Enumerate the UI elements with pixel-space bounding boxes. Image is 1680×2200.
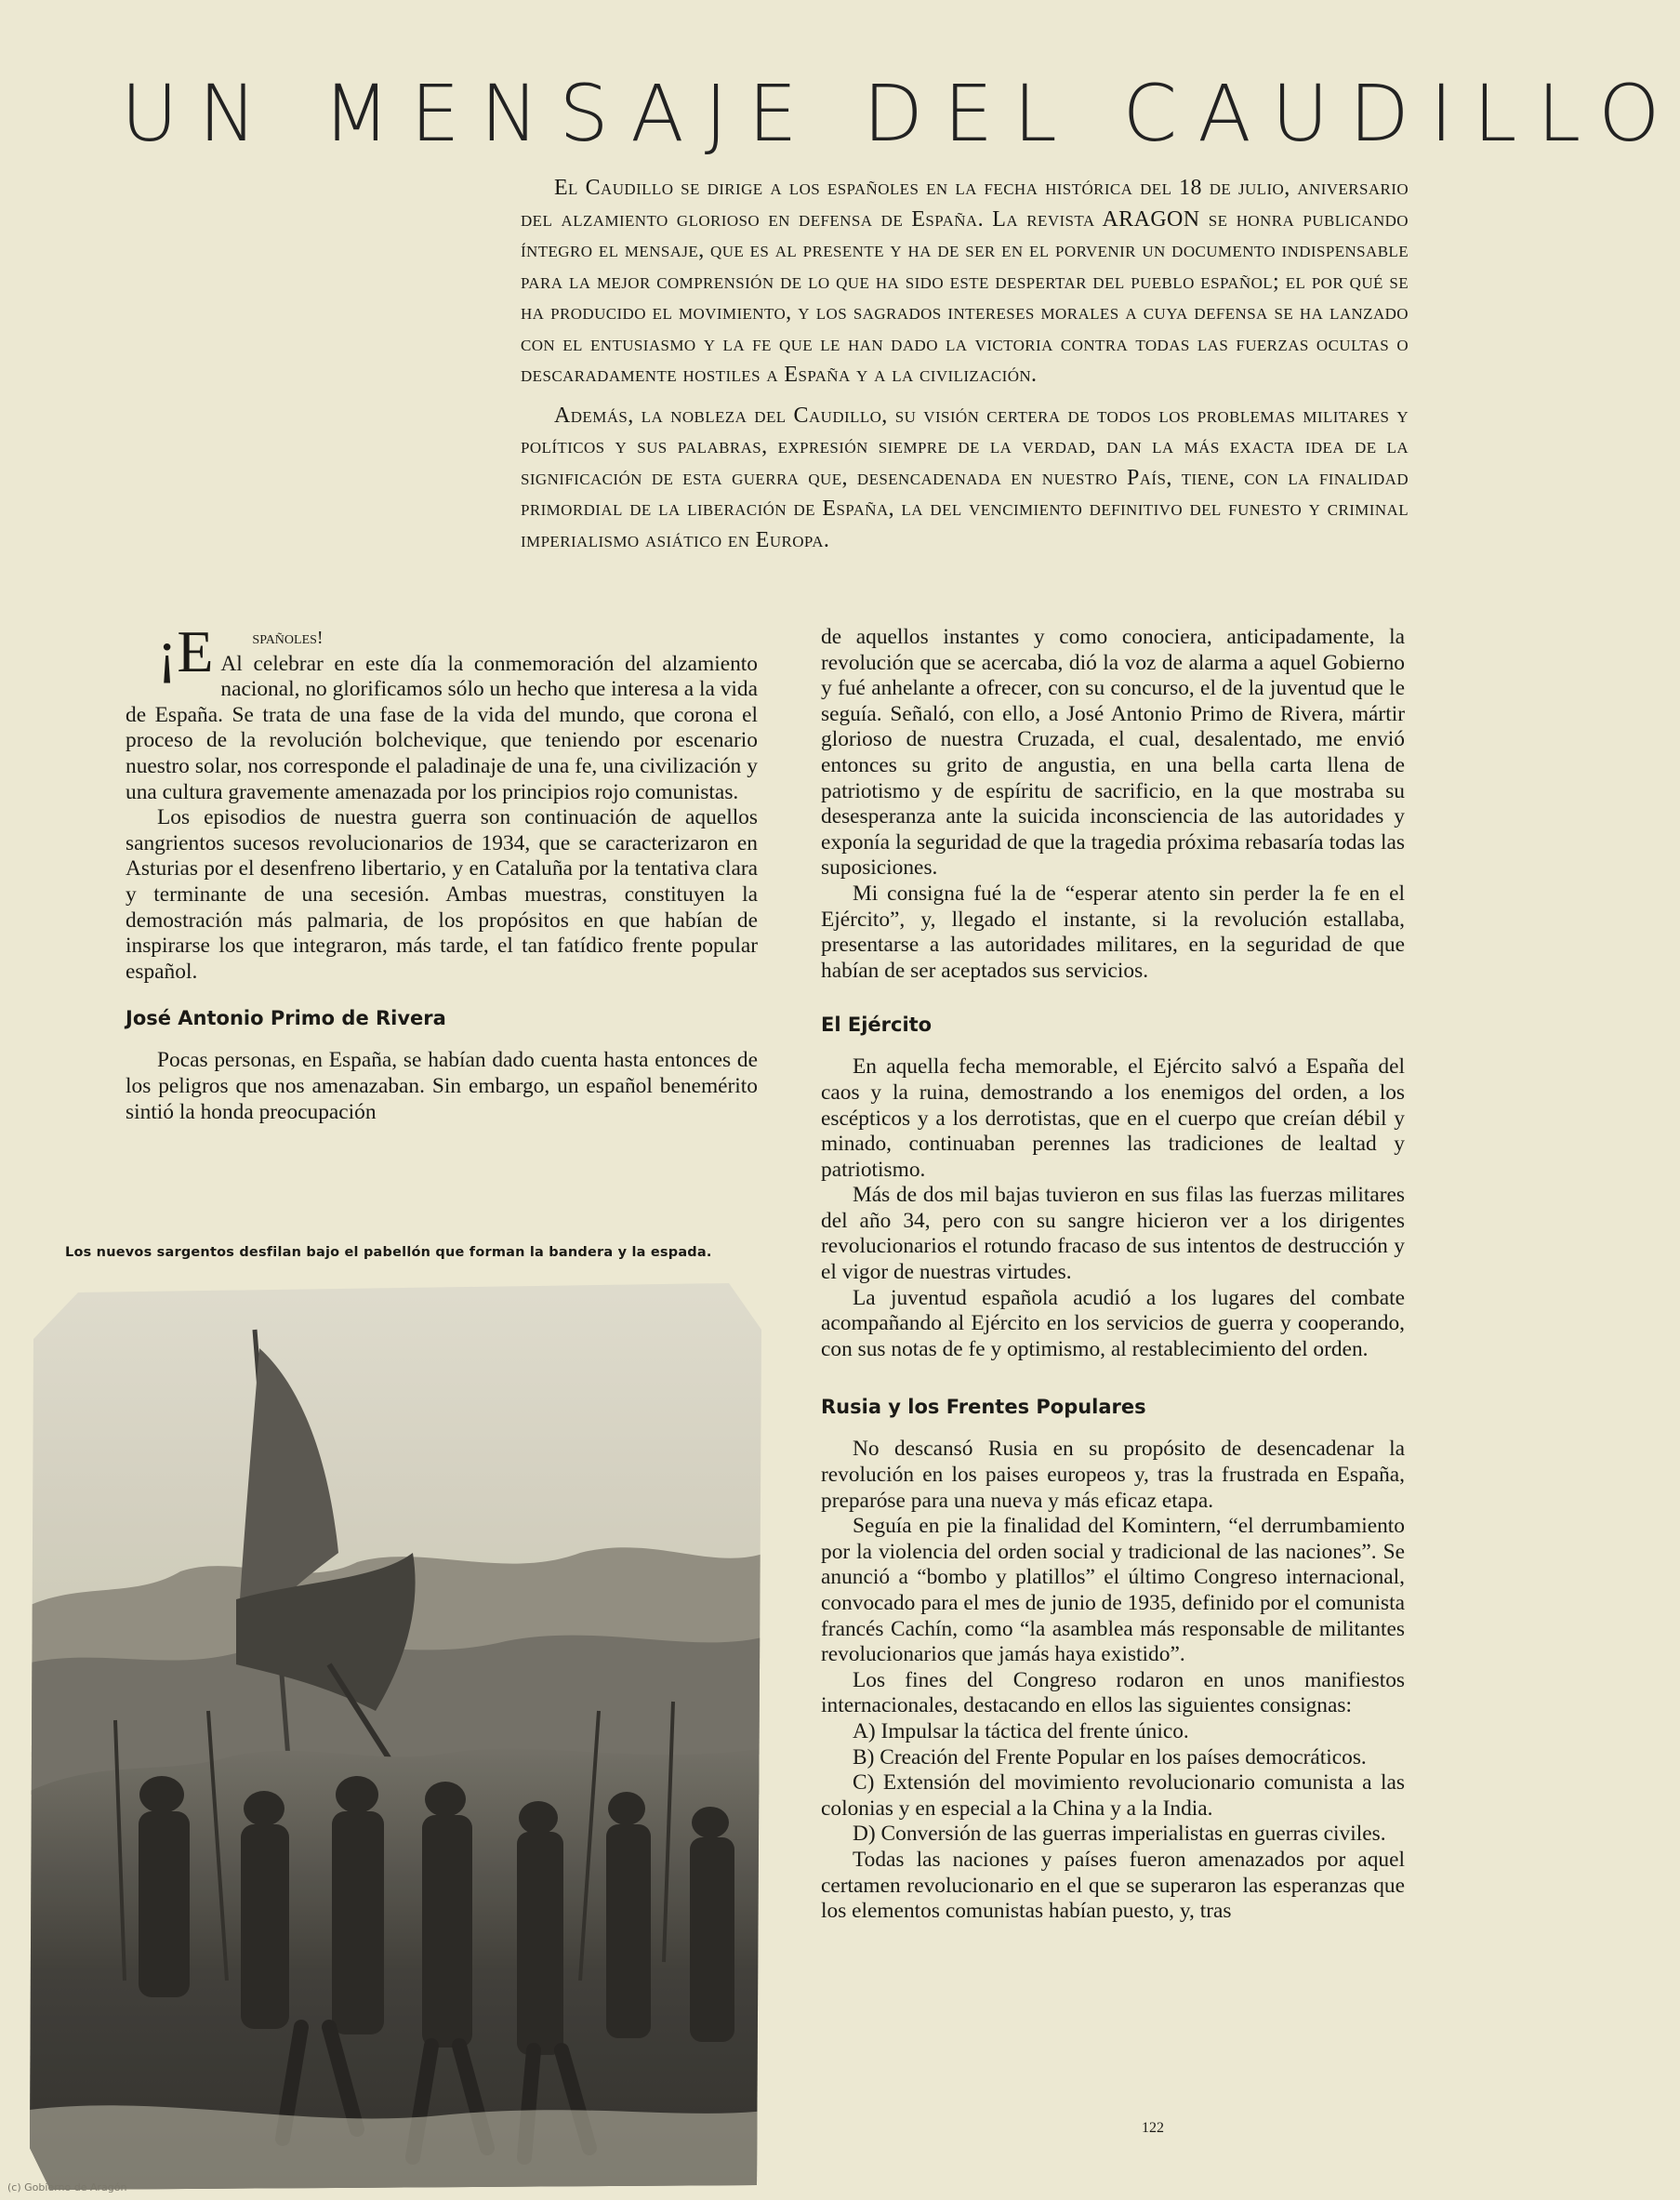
section-heading-rusia: Rusia y los Frentes Populares <box>821 1396 1146 1419</box>
right-paragraph-4: Más de dos mil bajas tuvieron en sus filas las fuerzas militares del año 34, pero con su sangre hicieron ver a los dirigentes revolucionarios el rotundo fracaso de sus intentos de destrucción y el vigor de nuestras virtudes. <box>821 1183 1405 1285</box>
section-heading-jose-antonio: José Antonio Primo de Rivera <box>126 1007 446 1030</box>
consigna-b: B) Creación del Frente Popular en los países democráticos. <box>853 1744 1367 1769</box>
drop-cap-continuation: spañoles! <box>252 628 324 648</box>
consigna-c: C) Extensión del movimiento revolucionario comunista a las colonias y en especial a la China y a la India. <box>821 1770 1405 1821</box>
consigna-d: D) Conversión de las guerras imperialistas en guerras civiles. <box>853 1822 1386 1847</box>
page-number: 122 <box>1142 2120 1164 2136</box>
opening-paragraph <box>126 618 758 805</box>
article-intro <box>521 173 1409 556</box>
section-heading-ejercito: El Ejército <box>821 1014 933 1037</box>
right-paragraph-1: de aquellos instantes y como conociera, anticipadamente, la revolución que se acercaba, dió la voz de alarma a aquel Gobierno y fué anhelante a ofrecer, con su concurso, el de la juventud que le seguía. Señaló, con ello, a José Antonio Primo de Rivera, mártir glorioso de nuestra Cruzada, el cual, desalentado, me envió entonces su grito de angustia, en una bella carta llena de patriotismo y de espíritu de sacrificio, en la que mostraba su desesperanza ante la suicida inconsciencia de las autoridades y exponía la seguridad de que la tragedia próxima rebasaría todas las suposiciones. <box>821 625 1405 881</box>
consigna-a: A) Impulsar la táctica del frente único. <box>853 1718 1189 1743</box>
right-paragraph-8: Los fines del Congreso rodaron en unos manifiestos internacionales, destacando en ellos las siguientes consignas: <box>821 1667 1405 1718</box>
right-paragraph-3: En aquella fecha memorable, el Ejército salvó a España del caos y la ruina, demostrando a los enemigos del orden, a los escépticos y a los derrotistas, que en el cuerpo que creían débil y minado, continuaban perennes las tradiciones de lealtad y patriotismo. <box>821 1054 1405 1182</box>
intro-paragraph-1: El Caudillo se dirige a los españoles en la fecha histórica del 18 de julio, aniversario del alzamiento glorioso en defensa de España. La revista ARAGON se honra publicando íntegro el mensaje, que es al presente y ha de ser en el porvenir un documento indispensable para la mejor comprensión de lo que ha sido este despertar del pueblo español; el por qué se ha producido el movimiento, y los sagrados intereses morales a cuya defensa se ha lanzado con el entusiasmo y la fe que le han dado la victoria contra todas las fuerzas ocultas o descaradamente hostiles a España y a la civilización. <box>521 176 1409 387</box>
right-paragraph-2: Mi consigna fué la de “esperar atento sin perder la fe en el Ejército”, y, llegado el instante, si la revolución estallaba, presentarse a las autoridades militares, en la seguridad de que habían de ser aceptados sus servicios. <box>821 881 1405 983</box>
right-paragraph-7: Seguía en pie la finalidad del Komintern, “el derrumbamiento por la violencia del orden social y tradicional de las naciones”. Se anunció a “bombo y platillos” el último Congreso internacional, convocado para el mes de junio de 1935, definido por el comunista francés Cachín, como “la asamblea más responsable de militantes revolucionarios que jamás haya existido”. <box>821 1514 1405 1667</box>
article-title: UN MENSAJE DEL CAUDILLO <box>121 68 1680 159</box>
left-column <box>126 618 758 1125</box>
intro-paragraph-2: Además, la nobleza del Caudillo, su visión certera de todos los problemas militares y políticos y sus palabras, expresión siempre de la verdad, dan la más exacta idea de la significación de esta guerra que, desencadenada en nuestro País, tiene, con la finalidad primordial de la liberación de España, la del vencimiento definitivo del funesto y criminal imperialismo asiático en Europa. <box>521 403 1409 552</box>
photo-caption: Los nuevos sargentos desfilan bajo el pabellón que forman la bandera y la espada. <box>65 1245 712 1260</box>
left-paragraph-1: Al celebrar en este día la conmemoración del alzamiento nacional, no glorificamos sólo un hecho que interesa a la vida de España. Se trata de una fase de la vida del mundo, que corona el proceso de la revolución bolchevique, que teniendo por escenario nuestro solar, nos corresponde el paladinaje de una fe, una civilización y una cultura gravemente amenazada por los principios rojo comunistas. <box>126 651 758 804</box>
parade-photograph <box>22 1274 766 2194</box>
left-paragraph-2: Los episodios de nuestra guerra son continuación de aquellos sangrientos sucesos revolucionarios de 1934, que se caracterizaron en Asturias por el desenfreno libertario, y en Cataluña por la tentativa clara y terminante de una secesión. Ambas muestras, constituyen la demostración más palmaria, de los propósitos en que habían de inspirarse los que integraron, más tarde, el tan fatídico frente popular español. <box>126 805 758 984</box>
drop-cap: ¡E <box>157 618 214 684</box>
copyright-watermark: (c) Gobierno de Aragón <box>7 2181 127 2193</box>
right-column <box>821 625 1405 1925</box>
right-paragraph-5: La juventud española acudió a los lugares del combate acompañando al Ejército en los servicios de guerra y cooperando, con sus notas de fe y optimismo, al restablecimiento del orden. <box>821 1285 1405 1361</box>
right-paragraph-9: Todas las naciones y países fueron amenazados por aquel certamen revolucionario en el que se superaron las esperanzas que los elementos comunistas habían puesto, y, tras <box>821 1847 1405 1924</box>
left-paragraph-3: Pocas personas, en España, se habían dado cuenta hasta entonces de los peligros que nos amenazaban. Sin embargo, un español benemérito sintió la honda preocupación <box>126 1048 758 1124</box>
right-paragraph-6: No descansó Rusia en su propósito de desencadenar la revolución en los paises europeos y, tras la frustrada en España, preparóse para una nueva y más eficaz etapa. <box>821 1437 1405 1513</box>
